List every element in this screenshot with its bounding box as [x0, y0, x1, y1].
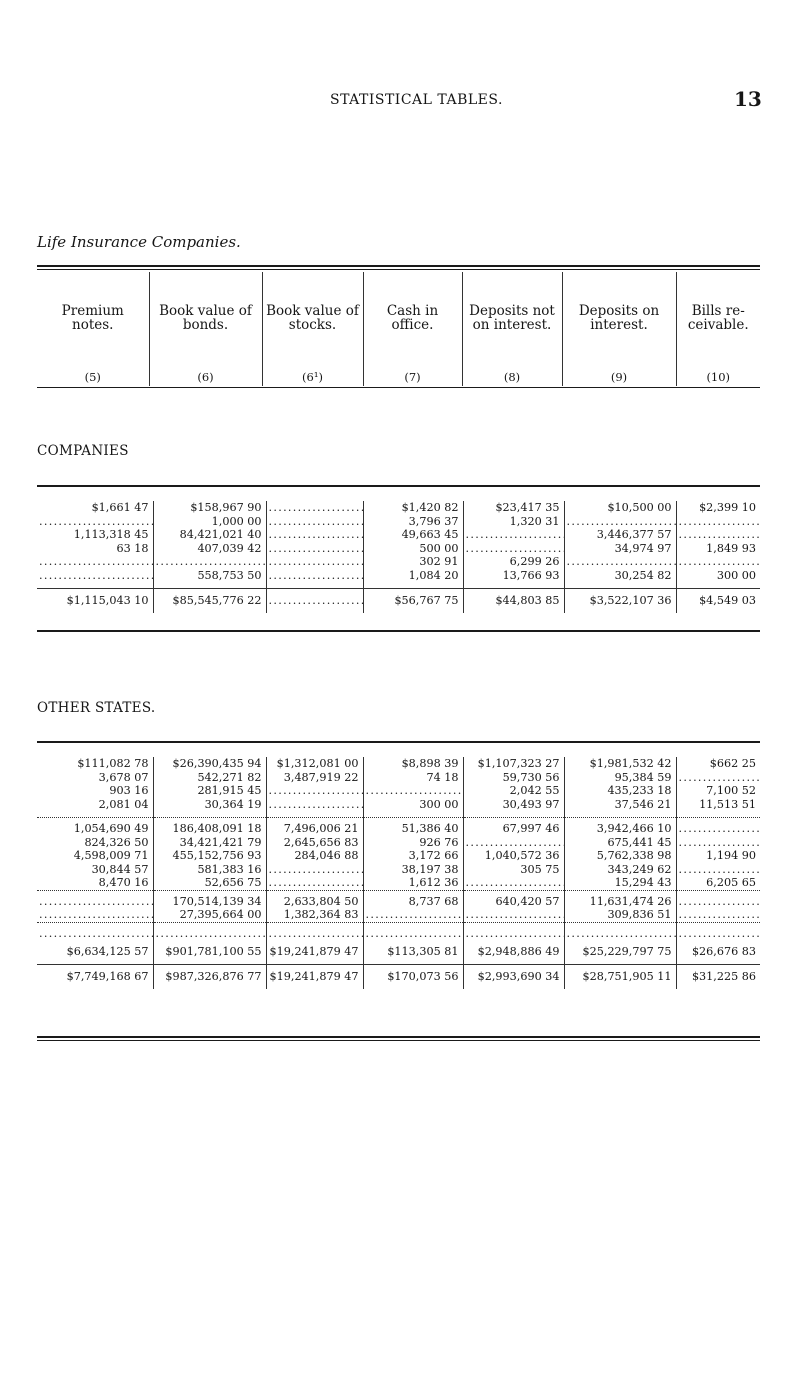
- table-row: [37, 798, 760, 812]
- leader-dots: [463, 542, 564, 556]
- table-cell: 343,249 62: [564, 863, 676, 877]
- leader-dots: [153, 555, 266, 569]
- table-cell: 2,081 04: [37, 798, 153, 812]
- table-cell: $111,082 78: [37, 757, 153, 771]
- leader-dots: [153, 922, 266, 940]
- table-row: [37, 501, 760, 515]
- table-cell: $6,634,125 57: [37, 940, 153, 965]
- dotted-separator-row: [37, 922, 760, 940]
- table-cell: 6,205 65: [706, 876, 756, 889]
- leader-dots: [463, 876, 564, 890]
- table-cell: 3,796 37: [363, 515, 463, 529]
- table-cell: $25,229,797 75: [564, 940, 676, 965]
- table-cell: 15,294 43: [564, 876, 676, 890]
- section-label-other-states: OTHER STATES.: [37, 700, 156, 716]
- table-cell: $31,225 86: [676, 965, 760, 990]
- table-cell: 1,040,572 36: [463, 849, 564, 863]
- table-cell: $2,948,886 49: [463, 940, 564, 965]
- column-header-table: [37, 272, 760, 386]
- table-cell: 926 76: [363, 836, 463, 850]
- leader-dots: [363, 784, 463, 798]
- table-cell: $56,767 75: [363, 589, 463, 614]
- table-row: [37, 849, 760, 863]
- table-cell: $85,545,776 22: [153, 589, 266, 614]
- table-cell: 84,421,021 40: [153, 528, 266, 542]
- table-cell: 284,046 88: [266, 849, 363, 863]
- column-header-deposits-on-interest: Deposits on interest.: [562, 272, 676, 364]
- table-row: [37, 876, 760, 890]
- page-number: 13: [734, 87, 762, 111]
- table-cell: 8,470 16: [37, 876, 153, 890]
- table-cell: $1,661 47: [37, 501, 153, 515]
- leader-dots: [564, 555, 676, 569]
- table-cell: $23,417 35: [463, 501, 564, 515]
- table-cell: 309,836 51: [564, 908, 676, 922]
- table-cell: 11,513 51: [699, 797, 756, 811]
- leader-dots: [37, 922, 153, 940]
- leader-dots: [266, 876, 363, 890]
- table-cell: 2,633,804 50: [266, 890, 363, 908]
- table-row: [37, 818, 760, 836]
- table-row: [37, 757, 760, 771]
- table-cell: 4,598,009 71: [37, 849, 153, 863]
- table-cell: 1,054,690 49: [37, 818, 153, 836]
- table-cell: $4,549 03: [676, 589, 760, 614]
- table-cell: $987,326,876 77: [153, 965, 266, 990]
- table-cell: 5,762,338 98: [564, 849, 676, 863]
- header-top-rule: [37, 265, 760, 270]
- leader-dots: [676, 922, 760, 940]
- table-cell: $1,115,043 10: [37, 589, 153, 614]
- table-cell: $1,981,532 42: [564, 757, 676, 771]
- leader-dots: [266, 542, 363, 556]
- column-header-bills-receivable: Bills re-ceivable.: [687, 303, 749, 333]
- leader-dots: [676, 528, 760, 542]
- leader-dots: [37, 555, 153, 569]
- table-cell: 52,656 75: [153, 876, 266, 890]
- table-cell: 30,844 57: [37, 863, 153, 877]
- table-cell: $170,073 56: [363, 965, 463, 990]
- table-cell: 281,915 45: [153, 784, 266, 798]
- other-states-top-rule: [37, 741, 760, 743]
- table-cell: $3,522,107 36: [564, 589, 676, 614]
- table-row: [37, 771, 760, 785]
- table-cell: 1,113,318 45: [37, 528, 153, 542]
- table-cell: 6,299 26: [463, 555, 564, 569]
- table-cell: $26,390,435 94: [153, 757, 266, 771]
- leader-dots: [266, 555, 363, 569]
- table-cell: 170,514,139 34: [153, 890, 266, 908]
- table-cell: 500 00: [363, 542, 463, 556]
- table-cell: 435,233 18: [564, 784, 676, 798]
- table-cell: $1,107,323 27: [463, 757, 564, 771]
- table-cell: $901,781,100 55: [153, 940, 266, 965]
- table-cell: 34,421,421 79: [153, 836, 266, 850]
- column-number: (6¹): [262, 364, 363, 386]
- leader-dots: [37, 890, 153, 908]
- table-cell: 455,152,756 93: [153, 849, 266, 863]
- table-cell: 903 16: [37, 784, 153, 798]
- table-cell: 1,000 00: [153, 515, 266, 529]
- column-header-cash-in-office: Cash in office.: [363, 272, 462, 364]
- table-cell: 3,172 66: [363, 849, 463, 863]
- table-cell: $1,312,081 00: [266, 757, 363, 771]
- table-row: [37, 528, 760, 542]
- column-header-deposits-not-on-interest: Deposits not on interest.: [462, 272, 562, 364]
- table-cell: 824,326 50: [37, 836, 153, 850]
- table-cell: 640,420 57: [463, 890, 564, 908]
- table-cell: 3,678 07: [37, 771, 153, 785]
- table-cell: $7,749,168 67: [37, 965, 153, 990]
- column-header-book-value-stocks: Book value of stocks.: [262, 272, 363, 364]
- companies-bottom-rule: [37, 630, 760, 632]
- leader-dots: [676, 890, 760, 908]
- table-cell: 1,194 90: [706, 849, 756, 862]
- column-number: (9): [562, 364, 676, 386]
- table-cell: 8,737 68: [363, 890, 463, 908]
- table-cell: $2,993,690 34: [463, 965, 564, 990]
- leader-dots: [564, 515, 676, 529]
- leader-dots: [37, 908, 153, 922]
- table-cell: 1,612 36: [363, 876, 463, 890]
- table-cell: $28,751,905 11: [564, 965, 676, 990]
- leader-dots: [676, 555, 760, 569]
- table-cell: $26,676 83: [691, 945, 756, 958]
- leader-dots: [266, 515, 363, 529]
- table-cell: $19,241,879 47: [266, 965, 363, 990]
- table-cell: 30,493 97: [463, 798, 564, 812]
- table-cell: 3,446,377 57: [564, 528, 676, 542]
- table-cell: 95,384 59: [564, 771, 676, 785]
- table-cell: $1,420 82: [363, 501, 463, 515]
- table-cell: 34,974 97: [564, 542, 676, 556]
- table-subtitle: Life Insurance Companies.: [37, 233, 241, 251]
- table-cell: 1,084 20: [363, 569, 463, 583]
- table-cell: 1,849 93: [706, 541, 756, 555]
- table-cell: 13,766 93: [463, 569, 564, 583]
- table-row: [37, 784, 760, 798]
- leader-dots: [363, 922, 463, 940]
- table-cell: 2,645,656 83: [266, 836, 363, 850]
- section-label-companies: COMPANIES: [37, 443, 129, 459]
- leader-dots: [266, 569, 363, 583]
- table-cell: 59,730 56: [463, 771, 564, 785]
- table-row: [37, 555, 760, 569]
- table-cell: 67,997 46: [463, 818, 564, 836]
- table-cell: $662 25: [709, 757, 756, 770]
- leader-dots: [676, 515, 760, 529]
- table-cell: 37,546 21: [564, 798, 676, 812]
- leader-dots: [676, 863, 760, 877]
- leader-dots: [266, 589, 363, 614]
- subtotal-row: [37, 940, 760, 965]
- leader-dots: [676, 908, 760, 922]
- leader-dots: [676, 836, 760, 850]
- leader-dots: [676, 818, 760, 836]
- table-cell: 27,395,664 00: [153, 908, 266, 922]
- table-cell: 1,320 31: [463, 515, 564, 529]
- table-cell: 1,382,364 83: [266, 908, 363, 922]
- column-number: (7): [363, 364, 462, 386]
- table-cell: $158,967 90: [153, 501, 266, 515]
- running-title: STATISTICAL TABLES.: [330, 92, 503, 108]
- table-cell: 542,271 82: [153, 771, 266, 785]
- leader-dots: [363, 908, 463, 922]
- leader-dots: [463, 908, 564, 922]
- leader-dots: [266, 784, 363, 798]
- table-row: [37, 908, 760, 922]
- table-row: [37, 863, 760, 877]
- table-bottom-rule: [37, 1036, 760, 1041]
- table-cell: 30,364 19: [153, 798, 266, 812]
- table-cell: 300 00: [716, 568, 756, 582]
- table-cell: $113,305 81: [363, 940, 463, 965]
- table-cell: $10,500 00: [564, 501, 676, 515]
- table-cell: 300 00: [363, 798, 463, 812]
- total-row: [37, 965, 760, 990]
- total-row: [37, 589, 760, 614]
- table-cell: 558,753 50: [153, 569, 266, 583]
- leader-dots: [37, 569, 153, 583]
- table-cell: 38,197 38: [363, 863, 463, 877]
- column-number: (8): [462, 364, 562, 386]
- column-number: (6): [149, 364, 262, 386]
- table-cell: 63 18: [37, 542, 153, 556]
- leader-dots: [463, 528, 564, 542]
- column-header-premium-notes: Premium notes.: [37, 272, 149, 364]
- table-cell: 30,254 82: [564, 569, 676, 583]
- leader-dots: [564, 922, 676, 940]
- leader-dots: [676, 771, 760, 785]
- table-row: [37, 542, 760, 556]
- leader-dots: [463, 922, 564, 940]
- table-cell: 7,496,006 21: [266, 818, 363, 836]
- table-cell: $44,803 85: [463, 589, 564, 614]
- leader-dots: [37, 515, 153, 529]
- column-number: (5): [37, 364, 149, 386]
- table-cell: 186,408,091 18: [153, 818, 266, 836]
- table-cell: $8,898 39: [363, 757, 463, 771]
- table-cell: 407,039 42: [153, 542, 266, 556]
- table-cell: 675,441 45: [564, 836, 676, 850]
- table-cell: 74 18: [363, 771, 463, 785]
- leader-dots: [266, 922, 363, 940]
- companies-top-rule: [37, 485, 760, 487]
- leader-dots: [266, 863, 363, 877]
- table-cell: $19,241,879 47: [266, 940, 363, 965]
- table-cell: 302 91: [363, 555, 463, 569]
- table-cell: 2,042 55: [463, 784, 564, 798]
- header-bottom-rule: [37, 387, 760, 388]
- column-header-book-value-bonds: Book value of bonds.: [149, 272, 262, 364]
- table-cell: 581,383 16: [153, 863, 266, 877]
- leader-dots: [266, 798, 363, 812]
- table-cell: 11,631,474 26: [564, 890, 676, 908]
- column-number: (10): [706, 370, 731, 384]
- table-row: [37, 836, 760, 850]
- table-row: [37, 515, 760, 529]
- table-cell: 49,663 45: [363, 528, 463, 542]
- table-cell: 3,487,919 22: [266, 771, 363, 785]
- table-cell: 3,942,466 10: [564, 818, 676, 836]
- companies-table: [37, 501, 760, 613]
- table-cell: 305 75: [463, 863, 564, 877]
- table-cell: 7,100 52: [706, 784, 756, 797]
- other-states-table: [37, 757, 760, 989]
- leader-dots: [266, 528, 363, 542]
- leader-dots: [463, 836, 564, 850]
- leader-dots: [266, 501, 363, 515]
- table-row: [37, 890, 760, 908]
- table-cell: $2,399 10: [699, 501, 756, 514]
- table-row: [37, 569, 760, 583]
- table-cell: 51,386 40: [363, 818, 463, 836]
